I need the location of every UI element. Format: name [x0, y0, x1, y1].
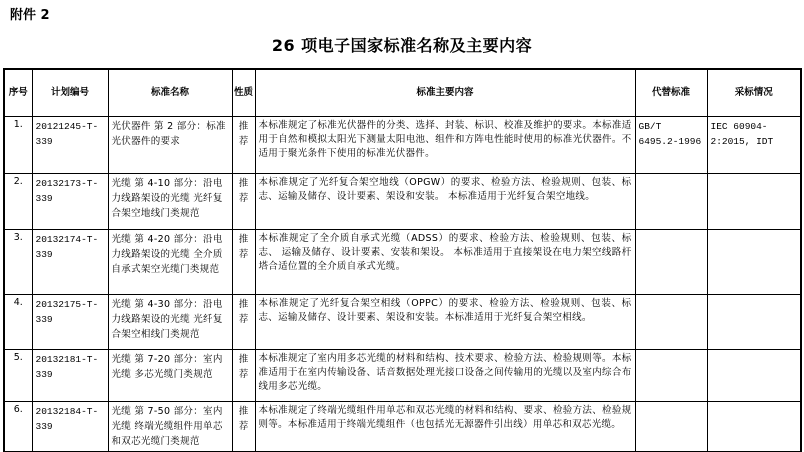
table-row: [4, 294, 801, 349]
content-cell: 本标准规定了室内用多芯光缆的材料和结构、技术要求、检验方法、检验规则等。本标准适用于在室内传输设备、话音数据处理光接口设备之间传输用的光缆以及室内综合布线用多芯光缆。: [255, 349, 635, 401]
content-cell: 本标准规定了光纤复合架空地线（OPGW）的要求、检验方法、检验规则、包装、标志、运输及储存、设计要素、架设和安装。 本标准适用于光纤复合架空地线。: [255, 173, 635, 229]
name-cell: 光缆 第 4-10 部分：沿电力线路架设的光缆 光纤复合架空地线门类规范: [108, 173, 232, 229]
plan-no-cell: 20132175-T-339: [32, 294, 108, 349]
column-header-plan-no: 计划编号: [32, 69, 108, 116]
table-row: [4, 349, 801, 401]
name-cell: 光缆 第 7-20 部分：室内光缆 多芯光缆门类规范: [108, 349, 232, 401]
plan-no-cell: 20132184-T-339: [32, 401, 108, 452]
adoption-cell: [707, 401, 801, 452]
column-header-name: 标准名称: [108, 69, 232, 116]
content-cell: 本标准规定了全介质自承式光缆（ADSS）的要求、检验方法、检验规则、包装、标志、 运输及储存、设计要素、安装和架设。 本标准适用于直接架设在电力架空线路杆塔合适位置的全介质自承式光缆。: [255, 229, 635, 294]
column-header-seq: 序号: [4, 69, 32, 116]
adoption-cell: [707, 349, 801, 401]
column-header-adoption: 采标情况: [707, 69, 801, 116]
name-cell: 光缆 第 4-30 部分：沿电力线路架设的光缆 光纤复合架空相线门类规范: [108, 294, 232, 349]
name-cell: 光缆 第 7-50 部分：室内光缆 终端光缆组件用单芯和双芯光缆门类规范: [108, 401, 232, 452]
plan-no-cell: 20121245-T-339: [32, 116, 108, 173]
replaces-cell: [635, 294, 707, 349]
nature-cell: 推荐: [232, 349, 255, 401]
seq-cell: 4.: [4, 294, 32, 349]
table-header-row: [4, 69, 801, 116]
adoption-cell: [707, 173, 801, 229]
attachment-label: 附件 2: [10, 8, 50, 23]
seq-cell: 5.: [4, 349, 32, 401]
name-cell: 光缆 第 4-20 部分：沿电力线路架设的光缆 全介质自承式架空光缆门类规范: [108, 229, 232, 294]
column-header-replaces: 代替标准: [635, 69, 707, 116]
standards-table: [3, 68, 802, 452]
nature-cell: 推荐: [232, 401, 255, 452]
adoption-cell: [707, 294, 801, 349]
adoption-cell: [707, 229, 801, 294]
content-cell: 本标准规定了光纤复合架空相线（OPPC）的要求、检验方法、检验规则、包装、标志、运输及储存、设计要素、架设和安装。本标准适用于光纤复合架空相线。: [255, 294, 635, 349]
plan-no-cell: 20132173-T-339: [32, 173, 108, 229]
nature-cell: 推荐: [232, 173, 255, 229]
seq-cell: 2.: [4, 173, 32, 229]
replaces-cell: [635, 349, 707, 401]
nature-cell: 推荐: [232, 294, 255, 349]
table-row: [4, 173, 801, 229]
column-header-content: 标准主要内容: [255, 69, 635, 116]
nature-cell: 推荐: [232, 116, 255, 173]
plan-no-cell: 20132174-T-339: [32, 229, 108, 294]
content-cell: 本标准规定了标准光伏器件的分类、选择、封装、标识、校准及维护的要求。本标准适用于自然和模拟太阳光下测量太阳电池、组件和方阵电性能时使用的标准光伏器件。不适用于聚光条件下使用的标准光伏器件。: [255, 116, 635, 173]
column-header-nature: 性质: [232, 69, 255, 116]
replaces-cell: GB/T 6495.2-1996: [635, 116, 707, 173]
adoption-cell: IEC 60904-2:2015, IDT: [707, 116, 801, 173]
name-cell: 光伏器件 第 2 部分：标准光伏器件的要求: [108, 116, 232, 173]
plan-no-cell: 20132181-T-339: [32, 349, 108, 401]
table-row: [4, 116, 801, 173]
page-title: 26 项电子国家标准名称及主要内容: [271, 36, 533, 55]
table-row: [4, 229, 801, 294]
seq-cell: 6.: [4, 401, 32, 452]
replaces-cell: [635, 229, 707, 294]
nature-cell: 推荐: [232, 229, 255, 294]
table-row: [4, 401, 801, 452]
seq-cell: 1.: [4, 116, 32, 173]
replaces-cell: [635, 173, 707, 229]
replaces-cell: [635, 401, 707, 452]
content-cell: 本标准规定了终端光缆组件用单芯和双芯光缆的材料和结构、要求、检验方法、检验规则等。本标准适用于终端光缆组件（也包括光无源器件引出线）用单芯和双芯光缆。: [255, 401, 635, 452]
seq-cell: 3.: [4, 229, 32, 294]
